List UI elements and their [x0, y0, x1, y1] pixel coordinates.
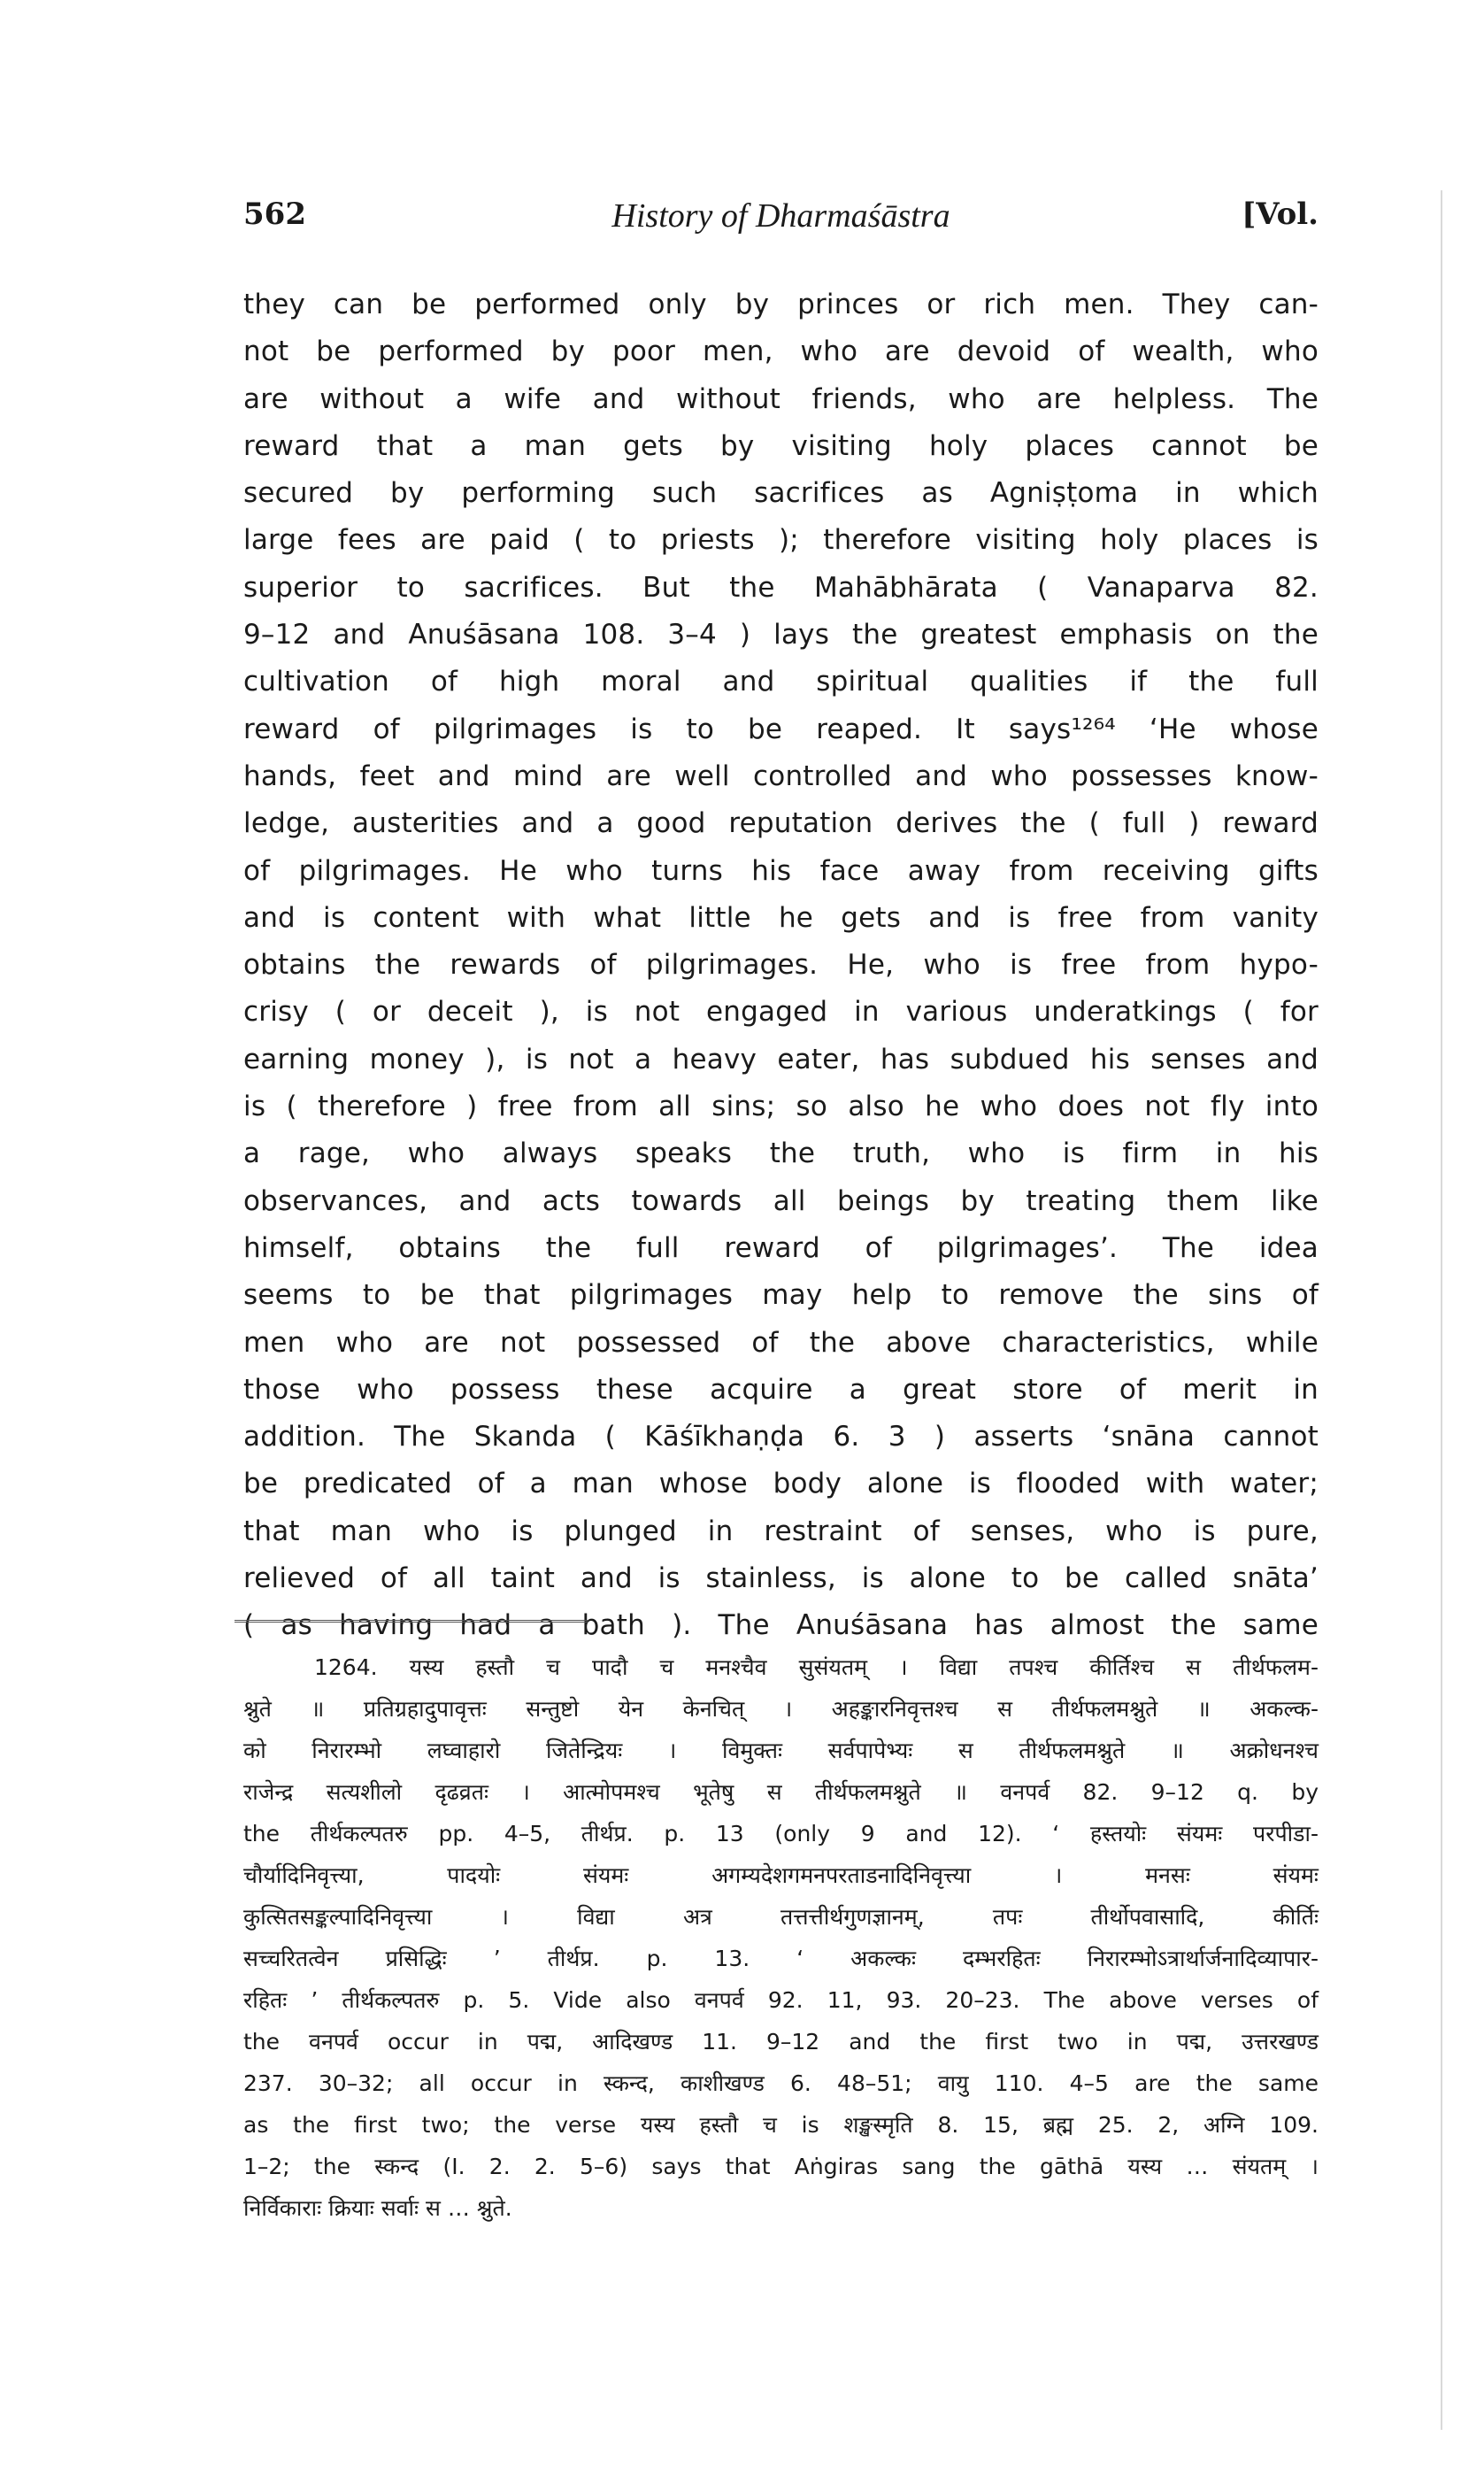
footnote-line: निर्विकाराः क्रियाः सर्वाः स … श्नुते.	[243, 2195, 512, 2221]
footnote-line: the तीर्थकल्पतरु pp. 4–5, तीर्थप्र. p. 13 (only 9 and 12). ‘ हस्तयोः संयमः परपीडा-	[243, 1821, 1319, 1846]
footnote-line: श्नुते ॥ प्रतिग्रहादुपावृत्तः सन्तुष्टो येन केनचित् । अहङ्कारनिवृत्तश्च स तीर्थफलमश्नुते ॥ अकल्क-	[243, 1696, 1319, 1722]
body-line: reward that a man gets by visiting holy places cannot be	[243, 429, 1319, 462]
body-line: addition. The Skanda ( Kāśīkhaṇḍa 6. 3 ) asserts ‘snāna cannot	[243, 1421, 1319, 1453]
footnote-line: चौर्यादिनिवृत्त्या, पादयोः संयमः अगम्यदेशगमनपरताडनादिनिवृत्त्या । मनसः संयमः	[243, 1862, 1319, 1888]
body-line: those who possess these acquire a great store of merit in	[243, 1373, 1319, 1406]
body-line: a rage, who always speaks the truth, who is firm in his	[243, 1137, 1319, 1170]
volume-mark: [Vol.	[1242, 197, 1319, 232]
body-line: observances, and acts towards all beings by treating them like	[243, 1184, 1319, 1217]
running-title: History of Dharmaśāstra	[611, 197, 950, 235]
footnote-line: the वनपर्व occur in पद्म, आदिखण्ड 11. 9–12 and the first two in पद्म, उत्तरखण्ड	[243, 2029, 1319, 2055]
body-line: large fees are paid ( to priests ); therefore visiting holy places is	[243, 524, 1319, 557]
body-line: are without a wife and without friends, who are helpless. The	[243, 382, 1319, 415]
body-line: not be performed by poor men, who are devoid of wealth, who	[243, 335, 1319, 368]
footnote-line: कुत्सितसङ्कल्पादिनिवृत्त्या । विद्या अत्र तत्तत्तीर्थगुणज्ञानम्, तपः तीर्थोपवासादि, कीर्तिः	[243, 1904, 1319, 1930]
body-line: relieved of all taint and is stainless, is alone to be called snāta’	[243, 1562, 1319, 1595]
footnote-line: as the first two; the verse यस्य हस्तौ च is शङ्खस्मृति 8. 15, ब्रह्म 25. 2, अग्नि 109.	[243, 2112, 1319, 2138]
body-line: crisy ( or deceit ), is not engaged in various underatkings ( for	[243, 996, 1319, 1029]
body-line: superior to sacrifices. But the Mahābhārata ( Vanaparva 82.	[243, 571, 1319, 604]
page-number: 562	[243, 197, 306, 232]
footnote-line: 237. 30–32; all occur in स्कन्द, काशीखण्ड 6. 48–51; वायु 110. 4–5 are the same	[243, 2070, 1319, 2096]
footnote-line: सच्चरितत्वेन प्रसिद्धिः ’ तीर्थप्र. p. 13. ‘ अकल्कः दम्भरहितः निरारम्भोऽत्रार्थार्जनादिव्यापार-	[243, 1946, 1319, 1971]
body-line: seems to be that pilgrimages may help to remove the sins of	[243, 1279, 1319, 1312]
footnote-line: रहितः ’ तीर्थकल्पतरु p. 5. Vide also वनपर्व 92. 11, 93. 20–23. The above verses of	[243, 1987, 1319, 2013]
body-line: and is content with what little he gets and is free from vanity	[243, 901, 1319, 934]
page-edge-rule	[1441, 190, 1442, 2430]
body-line: 9–12 and Anuśāsana 108. 3–4 ) lays the greatest emphasis on the	[243, 619, 1319, 651]
page-header	[243, 197, 1319, 250]
body-line: men who are not possessed of the above characteristics, while	[243, 1326, 1319, 1359]
body-line: ledge, austerities and a good reputation derives the ( full ) reward	[243, 807, 1319, 840]
footnote-line: राजेन्द्र सत्यशीलो दृढव्रतः । आत्मोपमश्च भूतेषु स तीर्थफलमश्नुते ॥ वनपर्व 82. 9–12 q. by	[243, 1779, 1319, 1805]
footnote-line: को निरारम्भो लघ्वाहारो जितेन्द्रियः । विमुक्तः सर्वपापेभ्यः स तीर्थफलमश्नुते ॥ अक्रोधनश्च	[243, 1738, 1319, 1763]
footnote-1264	[243, 1646, 1319, 2229]
body-line: of pilgrimages. He who turns his face away from receiving gifts	[243, 854, 1319, 887]
body-line: is ( therefore ) free from all sins; so also he who does not fly into	[243, 1091, 1319, 1123]
body-line: cultivation of high moral and spiritual qualities if the full	[243, 666, 1319, 698]
body-line: secured by performing such sacrifices as Agniṣṭoma in which	[243, 477, 1319, 510]
body-text	[243, 281, 1319, 1650]
footnote-separator	[235, 1620, 588, 1623]
body-line: ( as having had a bath ). The Anuśāsana has almost the same	[243, 1609, 1319, 1642]
body-line: reward of pilgrimages is to be reaped. It says¹²⁶⁴ ‘He whose	[243, 713, 1319, 745]
body-line: be predicated of a man whose body alone is flooded with water;	[243, 1468, 1319, 1500]
footnote-line: 1264. यस्य हस्तौ च पादौ च मनश्चैव सुसंयतम् । विद्या तपश्च कीर्तिश्च स तीर्थफलम-	[314, 1654, 1319, 1680]
body-line: earning money ), is not a heavy eater, has subdued his senses and	[243, 1043, 1319, 1075]
footnote-line: 1–2; the स्कन्द (I. 2. 2. 5–6) says that Aṅgiras sang the gāthā यस्य … संयतम् ।	[243, 2154, 1319, 2179]
body-line: obtains the rewards of pilgrimages. He, who is free from hypo-	[243, 949, 1319, 982]
body-line: they can be performed only by princes or rich men. They can-	[243, 289, 1319, 320]
body-line: hands, feet and mind are well controlled and who possesses know-	[243, 759, 1319, 792]
body-line: himself, obtains the full reward of pilgrimages’. The idea	[243, 1231, 1319, 1264]
body-line: that man who is plunged in restraint of senses, who is pure,	[243, 1515, 1319, 1547]
